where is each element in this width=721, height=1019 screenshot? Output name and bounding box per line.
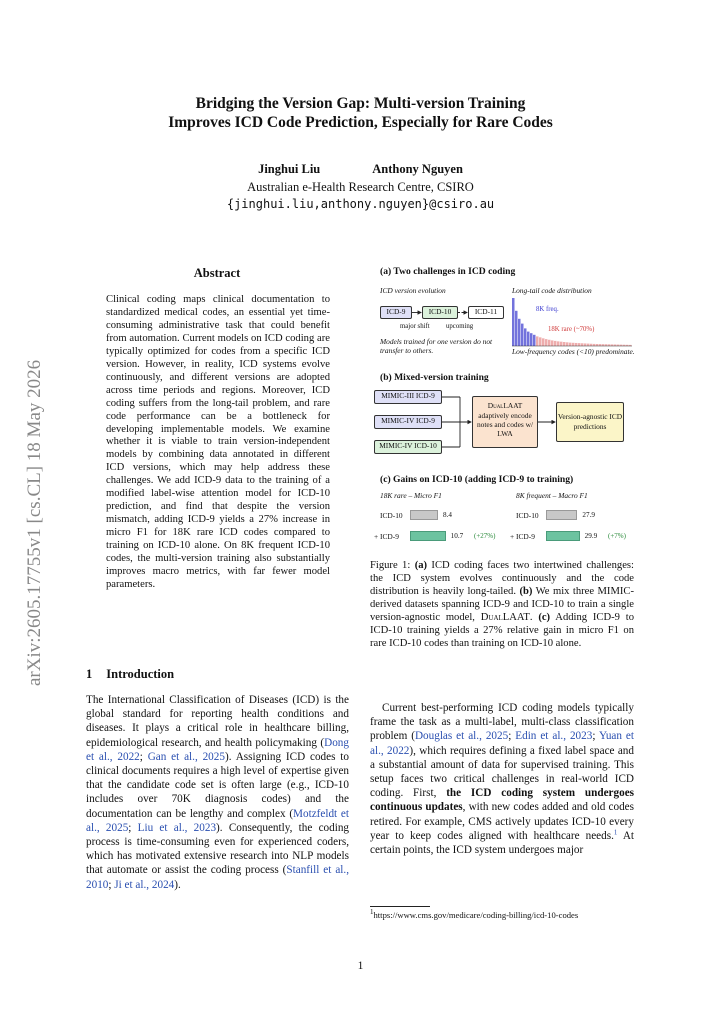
citation-link[interactable]: Edin et al., 2023 [515,730,593,743]
row-label-add-left: + ICD-9 [374,532,399,541]
gain-bar-value: 10.7 [450,532,464,540]
longtail-bar [581,343,584,346]
version-box-icd10: ICD-10 [422,306,458,319]
citation-link[interactable]: Dong et al., 2022 [86,736,349,763]
gain-label-right: (+7%) [608,532,626,540]
longtail-bar [512,298,515,346]
longtail-bar [533,335,536,346]
longtail-bar [518,319,521,346]
longtail-bar [569,343,572,346]
longtail-bar [566,342,569,346]
panel-c-right-caption: 8K frequent – Macro F1 [516,491,588,500]
citation-link[interactable]: Liu et al., 2023 [137,821,217,834]
longtail-bar [548,340,551,346]
longtail-bar [539,337,542,346]
citation-link[interactable]: Gan et al., 2025 [147,750,225,763]
section-number: 1 [86,667,93,681]
footnote-marker[interactable]: 1 [613,828,618,837]
longtail-bar [545,339,548,346]
model-description: adaptively encode notes and codes w/ LWA [476,411,534,438]
longtail-bar [542,338,545,346]
intro-paragraph: The International Classification of Diseases (ICD) is the global standard for reporting health conditions and diseases. It plays a critical role in healthcare billing, epidemiological research, and health policymaking (Dong et al., 2022; Gan et al., 2025). Assigning ICD codes to clinical documents requires a high level of expertise given that the candidate code set is often large (e.g., ICD-10 includes over 70K diagnosis codes) and the documentation can be lengthy and complex (Motzfeldt et al., 2025; Liu et al., 2023). Consequently, the coding process is time-consuming even for experienced coders, which has motivated extensive research into NLP models that automate or assist the coding process (Stanfill et al., 2010; Ji et al., 2024). [86,694,350,891]
shift-label-upcoming: upcoming [446,323,474,330]
title-line-2: Improves ICD Code Prediction, Especially for Rare Codes [168,114,553,131]
output-box: Version-agnostic ICD predictions [556,402,624,442]
longtail-bar [593,344,596,346]
longtail-bar [578,343,581,346]
longtail-chart [510,296,634,348]
longtail-bar [563,342,566,346]
author-email: {jinghui.liu,anthony.nguyen}@csiro.au [226,197,495,211]
citation-link[interactable]: Yuan et al., 2022 [370,730,634,757]
right-column-paragraph: Current best-performing ICD coding models typically frame the task as a multi-label, multi-class classification problem (Douglas et al., 2025; Edin et al., 2023; Yuan et al., 2022), which requires defining a fixed label space and a substantial amount of data for supervised training. This setup faces two critical challenges in real-world ICD coding. First, the ICD coding system undergoes continuous updates, with new codes added and old codes retired. For example, CMS actively updates ICD-10 every year to keep codes aligned with healthcare needs.$^1$ At certain points, the ICD system undergoes major [370,702,635,857]
longtail-bar [572,343,575,346]
gain-bar [410,531,446,541]
row-label-base-left: ICD-10 [380,511,403,520]
abstract-text: Clinical coding maps clinical documentation to standardized medical codes, an essential yet time-consuming administrative task that could benefit from automation. Current models on ICD coding are typically optimized for codes from a specific ICD version. However, in reality, ICD systems evolve continuously, and different versions are adopted across time periods and regions. Moreover, ICD coding suffers from the long-tail problem, and rare code performance can be a bottleneck for developing implementable models. We examine whether it is viable to train version-independent models by combining data annotated in different ICD versions, which may help address these challenges. We add ICD-9 data to the training of a modified label-wise attention model for ICD-10 prediction, and find that despite the version mismatch, adding ICD-9 yields a 27% increase in micro F1 for 18K rare ICD codes compared to training on ICD-10 alone. On 8K frequent ICD-10 codes, the multi-version training also substantially improves macro metrics, with far fewer model parameters. [106,294,330,590]
title-line-1: Bridging the Version Gap: Multi-version Training [195,95,526,112]
longtail-bar [521,324,524,346]
freq-label: 8K freq. [536,306,559,313]
page-number: 1 [357,960,364,972]
affiliation: Australian e-Health Research Centre, CSIRO [247,180,474,194]
longtail-bar [587,344,590,346]
figure-1 [370,262,636,562]
citation-link[interactable]: Douglas et al., 2025 [414,730,509,743]
longtail-bar [584,343,587,346]
longtail-bar [524,328,527,346]
figure-panel-b-title: (b) Mixed-version training [380,372,489,383]
dataset-box-mimic4-icd9: MIMIC-IV ICD-9 [374,415,442,429]
dataset-box-mimic4-icd10: MIMIC-IV ICD-10 [374,440,442,454]
version-box-icd9: ICD-9 [380,306,412,319]
footnote-rule [370,906,430,907]
gain-bar [546,531,580,541]
panel-c-left-caption: 18K rare – Micro F1 [380,491,442,500]
model-name: DualLAAT [487,401,523,410]
figure-panel-a-title: (a) Two challenges in ICD coding [380,266,516,277]
dataset-box-mimic3-icd9: MIMIC-III ICD-9 [374,390,442,404]
rare-label: 18K rare (~70%) [548,326,595,333]
longtail-bar [557,341,560,346]
footnote-url[interactable]: https://www.cms.gov/medicare/coding-billing/icd-10-codes [373,910,579,920]
arxiv-id: arXiv:2605.17755v1 [cs.CL] 18 May 2026 [24,359,45,686]
longtail-bar [530,333,533,346]
citation-link[interactable]: Motzfeldt et al., 2025 [86,807,349,834]
arxiv-stamp [10,296,50,686]
gain-bar-value: 29.9 [584,532,598,540]
abstract-heading: Abstract [193,266,241,280]
longtail-bar [560,342,563,346]
panel-a-left-caption: ICD version evolution [380,286,446,295]
gain-bar-value: 27.9 [582,511,595,519]
longtail-bar [536,336,539,346]
panel-a-right-caption: Long-tail code distribution [512,286,592,295]
section-heading-introduction [86,667,174,682]
longtail-bar [551,340,554,346]
gain-bar [410,510,438,520]
version-box-icd11: ICD-11 [468,306,504,319]
longtail-bar [590,344,593,346]
version-arrows [370,302,510,322]
citation-link[interactable]: Ji et al., 2024 [114,878,175,891]
longtail-bar [527,332,530,346]
author-1: Jinghui Liu [258,162,321,176]
longtail-bar [554,341,557,346]
shift-label-major: major shift [400,323,430,330]
gain-label-left: (+27%) [474,532,496,540]
row-label-base-right: ICD-10 [516,511,539,520]
paper-title [0,94,721,132]
gain-bar [546,510,577,520]
panel-a-right-note: Low-frequency codes (<10) predominate. [512,347,635,356]
longtail-bar [515,311,518,346]
panel-a-left-note: Models trained for one version do not transfer to others. [380,337,493,355]
author-2: Anthony Nguyen [372,162,463,176]
longtail-bar [575,343,578,346]
author-list [0,162,721,177]
gain-bar-value: 8.4 [443,511,452,519]
pipeline-arrows [370,382,636,462]
figure-caption: Figure 1: (a) ICD coding faces two intertwined challenges: the ICD system evolves continuously and the code distribution is heavily long-tailed. (b) We mix three MIMIC-derived datasets spanning ICD-9 and ICD-10 to train a single version-agnostic model, DualLAAT. (c) Adding ICD-9 to ICD-10 training yields a 27% relative gain in micro F1 on rare ICD-10 codes than training on ICD-10 alone. [370,560,634,649]
figure-panel-c-title: (c) Gains on ICD-10 (adding ICD-9 to training) [380,474,574,485]
footnote: $^1$https://www.cms.gov/medicare/coding-billing/icd-10-codes [370,908,579,920]
section-title: Introduction [106,667,175,681]
row-label-add-right: + ICD-9 [510,532,535,541]
citation-link[interactable]: Stanfill et al., 2010 [86,864,349,891]
